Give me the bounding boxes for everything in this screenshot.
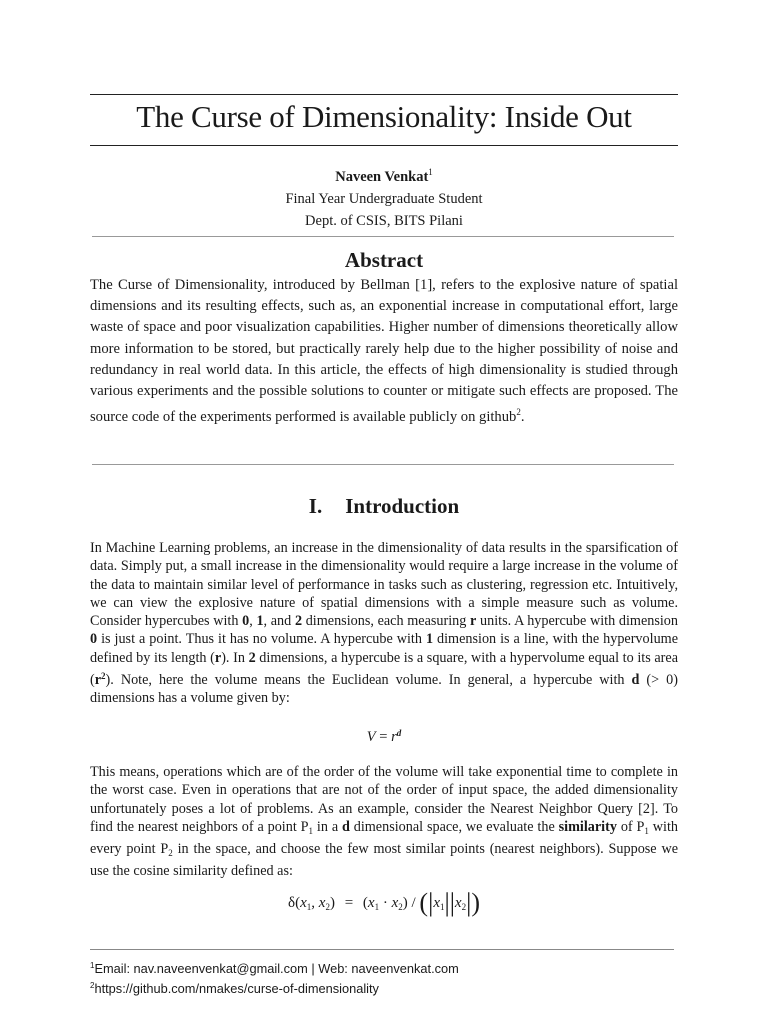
author-divider	[92, 236, 674, 237]
introduction-heading	[90, 492, 678, 520]
p1-bold-9	[95, 672, 106, 688]
intro-paragraph-1	[90, 539, 678, 708]
p1-bold-8: 2	[248, 649, 256, 666]
p1-bold-7: r	[214, 649, 222, 666]
footnote-2-text: https://github.com/nmakes/curse-of-dimensionality	[94, 981, 379, 996]
p1-text-10: ). Note, here the volume means the Euclidean volume. In general, a hypercube with	[105, 672, 632, 689]
eq2-slash: /	[407, 895, 420, 911]
eq2-big-rparen: )	[471, 888, 480, 917]
p1-bold-9-base: r	[94, 672, 102, 689]
p1-text-9: dimensions, a hypercube is a square, with a hypervolume equal to its area (	[90, 649, 678, 689]
author-name: Naveen Venkat	[335, 168, 429, 185]
eq2-sub-6: 2	[461, 902, 467, 912]
p2-sub-2: 1	[644, 825, 649, 836]
p1-text-1: In Machine Learning problems, an increase in the dimensionality of data results in the sparsification of data. Simply put, a small increase in the dimensionality would require a large increase in the volume of the data to maintain similar level of performance in tasks such as clustering, regression etc. Intuitively, we can view the explosive nature of spatial dimensions with a simple measure such as volume. Consider hypercubes with	[90, 540, 678, 630]
p1-text-7: dimension is a line, with the hypervolume defined by its length (	[90, 631, 678, 666]
eq2-dot: ·	[379, 895, 392, 911]
p1-text-3: , and	[263, 613, 295, 630]
abstract-heading: Abstract	[344, 248, 424, 272]
p2-text-3: dimensional space, we evaluate the	[349, 818, 559, 835]
p1-bold-1: 0	[242, 613, 250, 630]
eq2-bar-2: |	[444, 888, 450, 917]
eq2-bar-1: |	[428, 888, 434, 917]
author-affiliation-mark: 1	[428, 167, 433, 177]
eq2-sub-4: 2	[398, 902, 403, 912]
eq2-x5: x	[433, 895, 440, 911]
eq2-comma: ,	[311, 895, 319, 911]
intro-paragraph-2	[90, 763, 678, 881]
p1-text-6: is just a point. Thus it has no volume. A hypercube with	[97, 631, 426, 648]
p2-bold-1: d	[341, 818, 350, 835]
p1-bold-9-exponent: 2	[101, 671, 106, 682]
abstract-end-punct: .	[520, 409, 525, 426]
footnote-1-text: Email: nav.naveenvenkat@gmail.com | Web: naveenvenkat.com	[94, 961, 459, 976]
p2-sub-3: 2	[168, 848, 173, 859]
eq2-x2: x	[318, 895, 326, 911]
p1-bold-6: 1	[425, 631, 434, 648]
author-name-line	[90, 161, 678, 188]
abstract-footnote-mark: 2	[516, 407, 521, 418]
eq2-x1: x	[300, 895, 307, 911]
p2-text-2: in a	[313, 818, 342, 835]
p2-text-4: of P	[616, 818, 645, 835]
eq2-rparen-1: )	[329, 895, 335, 911]
eq2-rparen-2: )	[402, 895, 408, 911]
p2-text-5: with every point P	[90, 818, 678, 858]
p1-bold-2: 1	[256, 613, 264, 630]
p2-text-1: This means, operations which are of the order of the volume will take exponential time to complete in the worst case. Even in operations that are not of the order of input space, the added dimensionality unfortunately poses a lot of problems. As an example, consider the Nearest Neighbor Query [2]. To find the nearest neighbors of a point P	[90, 764, 678, 835]
footnote-2	[90, 978, 678, 997]
eq2-sub-2: 2	[325, 902, 330, 912]
eq2-sub-3: 1	[374, 902, 380, 912]
p1-text-4: dimensions, each measuring	[302, 613, 471, 630]
eq2-lparen-1: (	[295, 895, 301, 911]
footnote-1-mark: 1	[90, 961, 95, 970]
p1-text-5: units. A hypercube with dimension	[476, 613, 678, 630]
p2-text-6: in the space, and choose the few most similar points (nearest neighbors). Suppose we use the cosine similarity defined as:	[90, 841, 678, 880]
eq2-x6: x	[454, 895, 462, 911]
p1-bold-10: d	[631, 672, 640, 689]
abstract-divider	[92, 464, 674, 465]
p2-sub-1: 1	[308, 825, 314, 836]
section-number: I.	[308, 494, 323, 518]
abstract-body: The Curse of Dimensionality, introduced by Bellman [1], refers to the explosive nature of spatial dimensions and its resulting effects, such as, an exponential increase in computational effort, large waste of space and poor visualization capabilities. Higher number of dimensions theoretically allow more information to be stored, but practically rarely help due to the higher possibility of noise and redundancy in real world data. In this article, the effects of high dimensionality is studied through various experiments and the possible solutions to counter or mitigate such effects are proposed. The source code of the experiments performed is available publicly on github	[90, 277, 678, 426]
p1-text-2: ,	[249, 613, 257, 630]
paper-title: The Curse of Dimensionality: Inside Out	[136, 99, 632, 134]
eq2-sub-1: 1	[306, 902, 312, 912]
abstract-text	[90, 275, 678, 428]
eq2-sub-5: 1	[439, 902, 445, 912]
eq2-delta: δ	[288, 895, 296, 911]
eq2-big-lparen: (	[419, 888, 429, 917]
p2-bold-2: similarity	[558, 818, 617, 835]
title-top-rule	[90, 94, 678, 95]
volume-equation	[90, 723, 678, 747]
p1-text-8: ). In	[221, 649, 249, 666]
eq2-lparen-2: (	[362, 895, 368, 911]
eq2-x3: x	[367, 895, 375, 911]
cosine-similarity-equation	[90, 888, 678, 922]
section-title-text: Introduction	[345, 494, 460, 518]
eq2-bar-3: |	[449, 888, 455, 917]
footnote-divider	[90, 949, 674, 950]
author-block	[90, 161, 678, 232]
footnote-1	[90, 958, 678, 977]
eq2-bar-4: |	[466, 888, 472, 917]
p1-bold-5: 0	[90, 631, 98, 648]
title-bottom-rule	[90, 145, 678, 146]
eq1-exponent: d	[396, 728, 402, 738]
footnote-2-mark: 2	[90, 981, 95, 990]
eq1-equals: =	[375, 729, 392, 745]
p1-bold-4: r	[470, 613, 477, 630]
eq2-equals: =	[340, 895, 357, 911]
eq1-lhs: V	[366, 729, 376, 745]
author-department: Dept. of CSIS, BITS Pilani	[305, 212, 463, 229]
author-position: Final Year Undergraduate Student	[285, 190, 483, 207]
eq2-x4: x	[391, 895, 399, 911]
eq1-base: r	[391, 729, 397, 745]
p1-text-11: (> 0) dimensions has a volume given by:	[90, 672, 678, 707]
p1-bold-3: 2	[294, 613, 303, 630]
